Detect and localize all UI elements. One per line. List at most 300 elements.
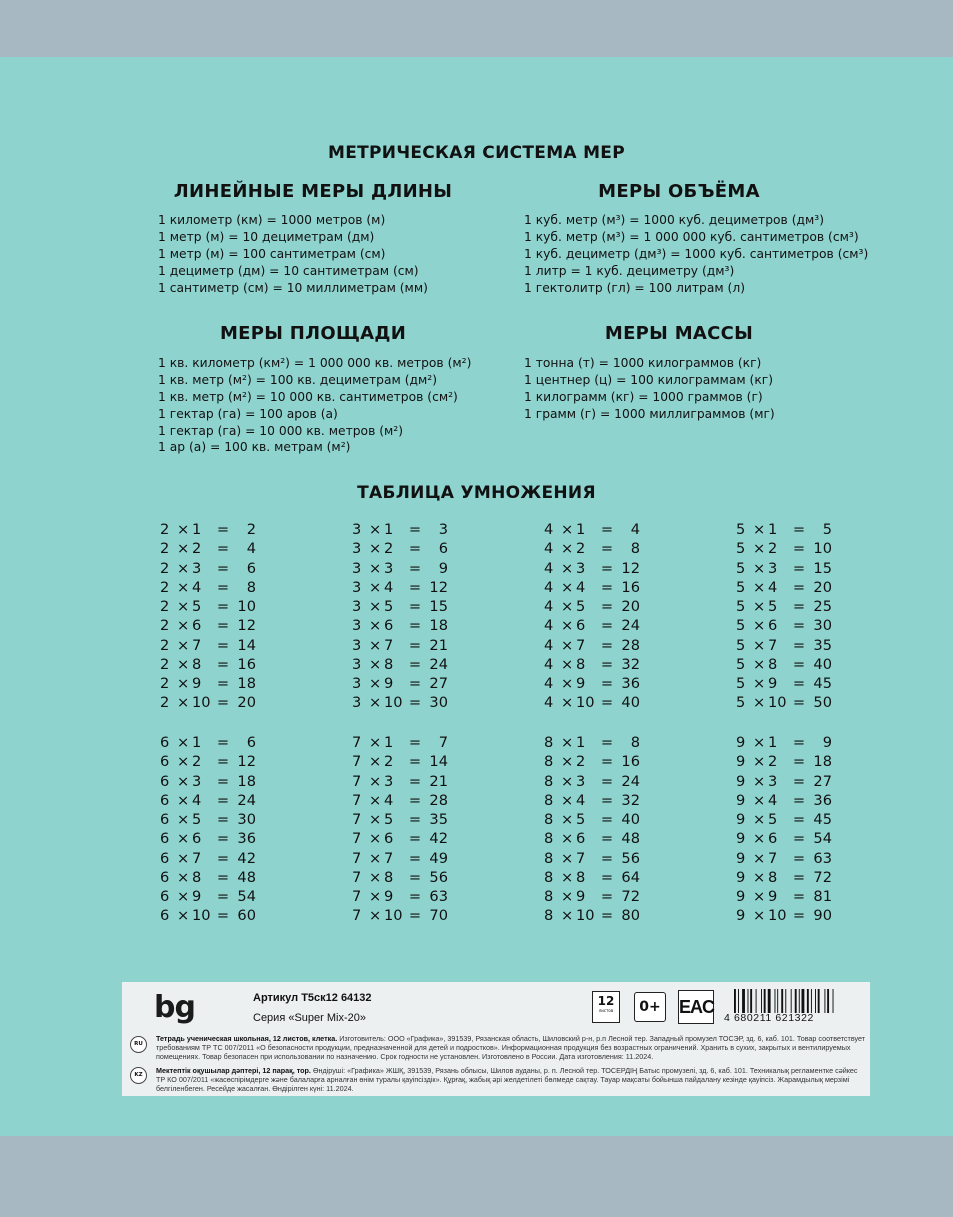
times-sign: × <box>177 830 190 848</box>
multiplier: 9 <box>768 675 778 692</box>
barcode-bar <box>781 989 783 1013</box>
times-sign: × <box>753 888 766 905</box>
times-sign: × <box>369 655 382 673</box>
multiplicand: 5 <box>736 559 746 577</box>
times-sign: × <box>369 830 382 848</box>
ru-info-title: Тетрадь ученическая школьная, 12 листов, клетка. <box>156 1034 338 1043</box>
multiplier: 10 <box>768 694 787 712</box>
product: 20 <box>621 598 640 615</box>
multiplicand: 3 <box>352 655 362 673</box>
product: 16 <box>621 753 640 771</box>
product: 35 <box>813 636 832 654</box>
equals-sign: = <box>600 772 614 790</box>
multiplicand: 2 <box>160 521 170 538</box>
equals-sign: = <box>792 907 806 925</box>
times-sign: × <box>177 753 190 771</box>
times-sign: × <box>561 540 574 558</box>
product: 45 <box>813 811 832 828</box>
sheets-count: 12 <box>597 994 615 1008</box>
multiplicand: 9 <box>736 772 746 790</box>
equals-sign: = <box>792 540 806 558</box>
barcode-bar <box>824 989 825 1013</box>
multiplier: 8 <box>576 868 586 886</box>
multiplier: 2 <box>192 753 202 771</box>
equals-sign: = <box>408 849 422 867</box>
times-sign: × <box>753 734 766 751</box>
equals-sign: = <box>408 811 422 828</box>
age-rating-badge: 0+ <box>634 992 666 1022</box>
equals-sign: = <box>792 675 806 692</box>
multiplicand: 4 <box>544 578 554 596</box>
mass-list <box>524 355 775 423</box>
equals-sign: = <box>408 540 422 558</box>
times-sign: × <box>177 598 190 615</box>
multiplier: 5 <box>768 598 778 615</box>
product: 18 <box>237 675 256 692</box>
multiplier: 9 <box>384 675 394 692</box>
times-sign: × <box>753 540 766 558</box>
multiplier: 5 <box>192 598 202 615</box>
ru-info <box>156 1034 866 1061</box>
area-line: 1 кв. метр (м²) = 100 кв. дециметрам (дм²) <box>158 372 438 387</box>
times-sign: × <box>369 694 382 712</box>
product: 30 <box>237 811 256 828</box>
multiplier: 2 <box>768 753 778 771</box>
multiplier: 1 <box>192 521 202 538</box>
product: 12 <box>237 753 256 771</box>
multiplicand: 9 <box>736 811 746 828</box>
times-sign: × <box>369 772 382 790</box>
multiplication-title: ТАБЛИЦА УМНОЖЕНИЯ <box>357 483 596 503</box>
multiplicand: 2 <box>160 617 170 635</box>
multiplier: 2 <box>576 753 586 771</box>
equals-sign: = <box>600 734 614 751</box>
equals-sign: = <box>600 578 614 596</box>
multiplier: 10 <box>768 907 787 925</box>
multiplicand: 3 <box>352 540 362 558</box>
product: 72 <box>621 888 640 905</box>
times-sign: × <box>369 636 382 654</box>
multiplier: 3 <box>576 559 586 577</box>
equals-sign: = <box>792 830 806 848</box>
times-sign: × <box>177 811 190 828</box>
multiplicand: 2 <box>160 694 170 712</box>
multiplicand: 7 <box>352 830 362 848</box>
product: 56 <box>621 849 640 867</box>
product: 9 <box>438 559 448 577</box>
times-sign: × <box>753 868 766 886</box>
product: 8 <box>630 540 640 558</box>
product: 18 <box>237 772 256 790</box>
times-sign: × <box>177 694 190 712</box>
times-sign: × <box>561 868 574 886</box>
multiplier: 5 <box>384 598 394 615</box>
multiplicand: 4 <box>544 521 554 538</box>
multiplier: 10 <box>384 694 403 712</box>
times-sign: × <box>369 907 382 925</box>
product: 20 <box>237 694 256 712</box>
multiplicand: 4 <box>544 655 554 673</box>
product: 6 <box>246 734 256 751</box>
multiplier: 7 <box>576 636 586 654</box>
multiplicand: 4 <box>544 675 554 692</box>
multiplier: 3 <box>768 772 778 790</box>
multiplier: 3 <box>192 772 202 790</box>
equals-sign: = <box>600 811 614 828</box>
equals-sign: = <box>600 675 614 692</box>
sheets-label: листов <box>598 1008 614 1013</box>
equals-sign: = <box>408 521 422 538</box>
times-sign: × <box>561 559 574 577</box>
area-line: 1 кв. метр (м²) = 10 000 кв. сантиметров (см²) <box>158 389 458 404</box>
product: 27 <box>813 772 832 790</box>
barcode-number: 4 680211 621322 <box>724 1012 814 1024</box>
times-sign: × <box>561 753 574 771</box>
product: 36 <box>621 675 640 692</box>
barcode-bar <box>811 989 812 1013</box>
multiplicand: 7 <box>352 734 362 751</box>
equals-sign: = <box>216 675 230 692</box>
barcode-bar <box>775 989 776 1013</box>
times-sign: × <box>177 868 190 886</box>
multiplicand: 5 <box>736 694 746 712</box>
ru-badge: RU <box>130 1036 147 1053</box>
mass-line: 1 центнер (ц) = 100 килограммам (кг) <box>524 372 774 387</box>
times-sign: × <box>753 791 766 809</box>
times-sign: × <box>369 753 382 771</box>
product: 12 <box>237 617 256 635</box>
product: 18 <box>429 617 448 635</box>
kz-info-text: Өндіруші: «Графика» ЖШҚ, 391539, Рязань облысы, Шилов ауданы, р. п. Лесной тер. ТОСЕРДІҢ Батыс промузелі, зд. 6, каб. 101. Техникалық регламентке сәйкес ТР КО 007/2011 «жасөспірімдерге және балаларға арналған өнім туралы қауіпсіздік». Құрғақ, жабық әрі желдетілеті бөлмеде сақтау. Тауар мақсаты бойынша пайдалану кезінде қауіпсіз. Жарамдылық мерзімі белгіленбеген. Ресейде жасалған. Өндірілген күні: 11.2024. <box>156 1066 858 1093</box>
multiplicand: 2 <box>160 655 170 673</box>
product: 8 <box>630 734 640 751</box>
multiplicand: 8 <box>544 772 554 790</box>
times-sign: × <box>369 559 382 577</box>
multiplier: 1 <box>384 521 394 538</box>
equals-sign: = <box>408 675 422 692</box>
barcode-bar <box>756 989 757 1013</box>
multiplicand: 9 <box>736 849 746 867</box>
product: 6 <box>438 540 448 558</box>
times-sign: × <box>561 694 574 712</box>
product: 5 <box>822 521 832 538</box>
multiplicand: 2 <box>160 559 170 577</box>
multiplicand: 9 <box>736 753 746 771</box>
equals-sign: = <box>792 617 806 635</box>
length-line: 1 сантиметр (см) = 10 миллиметрам (мм) <box>158 280 428 295</box>
product: 6 <box>246 559 256 577</box>
multiplier: 2 <box>384 540 394 558</box>
times-sign: × <box>177 655 190 673</box>
barcode-bar <box>795 989 797 1013</box>
multiplier: 4 <box>192 578 202 596</box>
equals-sign: = <box>408 694 422 712</box>
kz-info-title: Мектептік оқушылар дәптері, 12 парақ, тор. <box>156 1066 311 1075</box>
barcode-bar <box>827 989 829 1013</box>
multiplicand: 3 <box>352 598 362 615</box>
times-sign: × <box>177 734 190 751</box>
multiplier: 4 <box>384 791 394 809</box>
barcode-bar <box>738 989 739 1013</box>
equals-sign: = <box>792 772 806 790</box>
barcode-bar <box>777 989 778 1013</box>
volume-line: 1 куб. метр (м³) = 1 000 000 куб. сантиметров (см³) <box>524 229 859 244</box>
product: 3 <box>438 521 448 538</box>
equals-sign: = <box>792 734 806 751</box>
multiplier: 10 <box>192 694 211 712</box>
volume-section-title: МЕРЫ ОБЪЁМА <box>598 181 760 202</box>
times-sign: × <box>561 521 574 538</box>
times-sign: × <box>177 791 190 809</box>
product: 16 <box>237 655 256 673</box>
equals-sign: = <box>216 888 230 905</box>
multiplier: 6 <box>576 617 586 635</box>
times-sign: × <box>561 888 574 905</box>
times-sign: × <box>753 636 766 654</box>
multiplicand: 2 <box>160 540 170 558</box>
equals-sign: = <box>792 694 806 712</box>
multiplier: 9 <box>192 675 202 692</box>
equals-sign: = <box>792 636 806 654</box>
equals-sign: = <box>600 830 614 848</box>
equals-sign: = <box>792 753 806 771</box>
times-sign: × <box>561 907 574 925</box>
equals-sign: = <box>600 636 614 654</box>
times-sign: × <box>369 540 382 558</box>
times-sign: × <box>561 578 574 596</box>
multiplier: 8 <box>384 655 394 673</box>
brand-logo: bg <box>154 990 195 1025</box>
mass-line: 1 тонна (т) = 1000 килограммов (кг) <box>524 356 762 370</box>
sheets-count-badge <box>592 991 620 1023</box>
mass-line: 1 килограмм (кг) = 1000 граммов (г) <box>524 389 763 404</box>
times-sign: × <box>753 617 766 635</box>
multiplier: 9 <box>192 888 202 905</box>
times-sign: × <box>369 868 382 886</box>
equals-sign: = <box>600 849 614 867</box>
multiplicand: 8 <box>544 868 554 886</box>
product: 40 <box>621 694 640 712</box>
multiplier: 4 <box>768 578 778 596</box>
product: 32 <box>621 655 640 673</box>
equals-sign: = <box>216 830 230 848</box>
equals-sign: = <box>408 907 422 925</box>
barcode-bar <box>802 989 805 1013</box>
product: 14 <box>237 636 256 654</box>
equals-sign: = <box>792 791 806 809</box>
multiplicand: 6 <box>160 734 170 751</box>
product: 90 <box>813 907 832 925</box>
equals-sign: = <box>600 617 614 635</box>
multiplier: 5 <box>576 811 586 828</box>
multiplier: 3 <box>192 559 202 577</box>
multiplier: 4 <box>768 791 778 809</box>
barcode-bar <box>748 989 749 1013</box>
barcode-bar <box>750 989 752 1013</box>
times-sign: × <box>753 521 766 538</box>
product: 24 <box>237 791 256 809</box>
barcode-bar <box>818 989 820 1013</box>
times-sign: × <box>561 849 574 867</box>
multiplicand: 4 <box>544 617 554 635</box>
multiplicand: 5 <box>736 540 746 558</box>
equals-sign: = <box>600 868 614 886</box>
barcode-bar <box>764 989 766 1013</box>
equals-sign: = <box>216 578 230 596</box>
product: 10 <box>237 598 256 615</box>
product: 48 <box>621 830 640 848</box>
times-sign: × <box>177 578 190 596</box>
multiplier: 5 <box>384 811 394 828</box>
equals-sign: = <box>792 521 806 538</box>
area-line: 1 ар (а) = 100 кв. метрам (м²) <box>158 440 351 455</box>
multiplier: 3 <box>384 772 394 790</box>
multiplier: 6 <box>384 617 394 635</box>
multiplicand: 3 <box>352 636 362 654</box>
product: 50 <box>813 694 832 712</box>
equals-sign: = <box>408 772 422 790</box>
product: 18 <box>813 753 832 771</box>
area-list <box>158 355 471 456</box>
multiplicand: 6 <box>160 868 170 886</box>
length-line: 1 километр (км) = 1000 метров (м) <box>158 213 386 227</box>
product: 2 <box>246 521 256 538</box>
product: 8 <box>246 578 256 596</box>
product: 72 <box>813 868 832 886</box>
product: 24 <box>429 655 448 673</box>
product: 28 <box>621 636 640 654</box>
times-sign: × <box>369 675 382 692</box>
times-sign: × <box>369 888 382 905</box>
multiplicand: 9 <box>736 868 746 886</box>
times-sign: × <box>369 811 382 828</box>
equals-sign: = <box>216 540 230 558</box>
times-sign: × <box>561 830 574 848</box>
times-sign: × <box>753 753 766 771</box>
multiplicand: 4 <box>544 694 554 712</box>
multiplier: 9 <box>768 888 778 905</box>
multiplier: 9 <box>576 675 586 692</box>
multiplicand: 7 <box>352 907 362 925</box>
barcode-bar <box>785 989 786 1013</box>
product: 15 <box>813 559 832 577</box>
product: 81 <box>813 888 832 905</box>
area-line: 1 кв. километр (км²) = 1 000 000 кв. метров (м²) <box>158 356 472 370</box>
multiplier: 5 <box>768 811 778 828</box>
multiplicand: 3 <box>352 617 362 635</box>
times-sign: × <box>561 791 574 809</box>
product: 42 <box>237 849 256 867</box>
length-line: 1 метр (м) = 100 сантиметрам (см) <box>158 246 386 261</box>
multiplier: 1 <box>576 734 586 751</box>
product: 20 <box>813 578 832 596</box>
multiplicand: 7 <box>352 753 362 771</box>
multiplicand: 8 <box>544 753 554 771</box>
equals-sign: = <box>216 655 230 673</box>
equals-sign: = <box>408 598 422 615</box>
barcode-bar <box>734 989 736 1013</box>
equals-sign: = <box>408 578 422 596</box>
product: 14 <box>429 753 448 771</box>
product: 25 <box>813 598 832 615</box>
times-sign: × <box>177 849 190 867</box>
multiplicand: 7 <box>352 849 362 867</box>
multiplicand: 5 <box>736 617 746 635</box>
times-sign: × <box>369 578 382 596</box>
product: 4 <box>246 540 256 558</box>
multiplier: 8 <box>192 655 202 673</box>
product: 60 <box>237 907 256 925</box>
equals-sign: = <box>408 791 422 809</box>
multiplier: 7 <box>576 849 586 867</box>
multiplier: 1 <box>384 734 394 751</box>
barcode-bar <box>833 989 834 1013</box>
barcode-bar <box>742 989 745 1013</box>
multiplier: 3 <box>384 559 394 577</box>
equals-sign: = <box>408 617 422 635</box>
equals-sign: = <box>216 772 230 790</box>
product: 36 <box>237 830 256 848</box>
multiplier: 1 <box>576 521 586 538</box>
multiplier: 7 <box>192 636 202 654</box>
length-section-title: ЛИНЕЙНЫЕ МЕРЫ ДЛИНЫ <box>173 181 453 202</box>
product: 24 <box>621 772 640 790</box>
times-sign: × <box>177 772 190 790</box>
multiplier: 7 <box>384 849 394 867</box>
times-sign: × <box>177 540 190 558</box>
multiplier: 8 <box>768 655 778 673</box>
product: 28 <box>429 791 448 809</box>
multiplier: 1 <box>768 734 778 751</box>
equals-sign: = <box>216 617 230 635</box>
equals-sign: = <box>600 598 614 615</box>
equals-sign: = <box>408 830 422 848</box>
equals-sign: = <box>600 753 614 771</box>
multiplier: 3 <box>576 772 586 790</box>
multiplicand: 8 <box>544 907 554 925</box>
multiplier: 6 <box>768 617 778 635</box>
product: 10 <box>813 540 832 558</box>
multiplier: 4 <box>576 791 586 809</box>
multiplier: 2 <box>576 540 586 558</box>
equals-sign: = <box>792 578 806 596</box>
product: 49 <box>429 849 448 867</box>
product: 30 <box>813 617 832 635</box>
multiplicand: 7 <box>352 868 362 886</box>
times-sign: × <box>753 830 766 848</box>
multiplicand: 3 <box>352 521 362 538</box>
multiplicand: 3 <box>352 694 362 712</box>
product: 15 <box>429 598 448 615</box>
multiplier: 7 <box>768 849 778 867</box>
equals-sign: = <box>408 868 422 886</box>
multiplicand: 2 <box>160 675 170 692</box>
barcode-bar <box>807 989 809 1013</box>
equals-sign: = <box>408 888 422 905</box>
equals-sign: = <box>792 868 806 886</box>
equals-sign: = <box>600 521 614 538</box>
volume-list <box>524 212 868 296</box>
times-sign: × <box>753 655 766 673</box>
equals-sign: = <box>600 888 614 905</box>
equals-sign: = <box>792 598 806 615</box>
mass-line: 1 грамм (г) = 1000 миллиграммов (мг) <box>524 406 775 421</box>
multiplicand: 8 <box>544 734 554 751</box>
multiplicand: 6 <box>160 811 170 828</box>
product: 80 <box>621 907 640 925</box>
multiplier: 7 <box>384 636 394 654</box>
barcode-bar <box>791 989 792 1013</box>
